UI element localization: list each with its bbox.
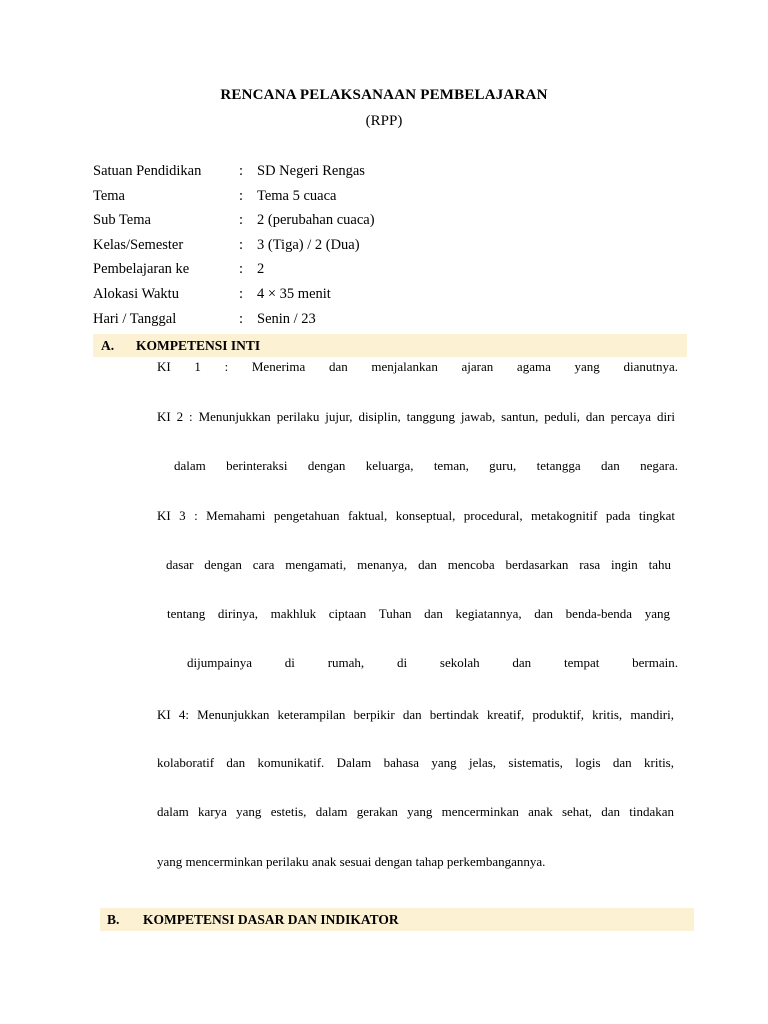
info-value: 4 × 35 menit [257,285,331,302]
info-colon: : [239,310,244,327]
info-value: Senin / 23 [257,310,316,327]
ki-line: kolaboratif dan komunikatif. Dalam bahasa yang jelas, sistematis, logis dan kritis, [157,755,674,770]
info-label: Satuan Pendidikan [93,163,202,179]
info-label: Pembelajaran ke [93,261,190,278]
document-title: RENCANA PELAKSANAAN PEMBELAJARAN [220,87,548,103]
info-row-pembelajaran-ke [93,259,693,284]
ki-line: KI 2 : Menunjukkan perilaku jujur, disiplin, tanggung jawab, santun, peduli, dan percaya diri [157,409,675,424]
info-row-alokasi-waktu [93,284,693,309]
info-row-satuan-pendidikan [93,161,693,186]
info-value: 2 [257,261,265,278]
info-colon: : [239,261,244,278]
info-label: Alokasi Waktu [93,285,179,302]
info-colon: : [239,285,244,302]
identity-table [93,161,693,333]
ki-line: dalam berinteraksi dengan keluarga, teman, guru, tetangga dan negara. [174,458,678,473]
info-row-tema [93,186,693,211]
ki-line: KI 1 : Menerima dan menjalankan ajaran agama yang dianutnya. [157,359,678,374]
ki-line: dalam karya yang estetis, dalam gerakan yang mencerminkan anak sehat, dan tindakan [157,804,674,819]
ki-line: dijumpainya di rumah, di sekolah dan tempat bermain. [187,655,678,670]
info-value: 2 (perubahan cuaca) [257,212,375,229]
section-letter: A. [101,338,115,353]
ki-line: KI 3 : Memahami pengetahuan faktual, konseptual, procedural, metakognitif pada tingkat [157,508,675,523]
ki-line: dasar dengan cara mengamati, menanya, dan mencoba berdasarkan rasa ingin tahu [166,557,671,572]
info-colon: : [239,187,244,204]
ki-line: yang mencerminkan perilaku anak sesuai dengan tahap perkembangannya. [157,854,546,869]
section-heading-kompetensi-inti [93,334,687,357]
info-colon: : [239,163,244,179]
ki-line: tentang dirinya, makhluk ciptaan Tuhan dan kegiatannya, dan benda-benda yang [167,606,670,621]
document-subtitle: (RPP) [365,113,403,129]
info-value: 3 (Tiga) / 2 (Dua) [257,236,360,253]
section-title: KOMPETENSI INTI [136,338,261,353]
info-label: Kelas/Semester [93,236,184,253]
info-value: Tema 5 cuaca [257,187,337,204]
info-label: Tema [93,187,125,204]
info-value: SD Negeri Rengas [257,163,365,179]
info-row-kelas-semester [93,235,693,260]
section-title: KOMPETENSI DASAR DAN INDIKATOR [143,912,399,927]
info-label: Hari / Tanggal [93,310,177,327]
info-colon: : [239,212,244,229]
ki-line: KI 4: Menunjukkan keterampilan berpikir dan bertindak kreatif, produktif, kritis, mandiri, [157,707,674,722]
info-row-hari-tanggal [93,309,693,334]
info-colon: : [239,236,244,253]
section-letter: B. [107,912,120,927]
info-label: Sub Tema [93,212,151,229]
section-heading-kompetensi-dasar [100,908,694,931]
info-row-sub-tema [93,210,693,235]
